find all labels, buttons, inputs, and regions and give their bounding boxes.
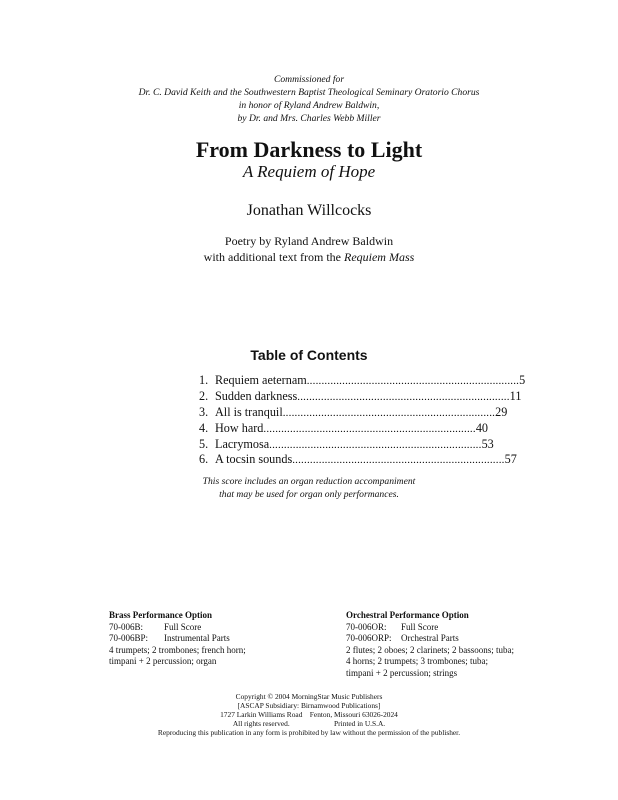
toc-number: 6. [199, 452, 209, 467]
orchestral-option-heading: Orchestral Performance Option [346, 610, 469, 620]
address-city: Fenton, Missouri 63026-2024 [309, 710, 398, 719]
catalog-desc: Full Score [401, 621, 439, 632]
toc-item [199, 404, 508, 421]
copyright-block [0, 692, 618, 737]
toc-page: 5 [519, 373, 526, 387]
toc-title: Sudden darkness [215, 388, 298, 403]
toc-leader: ........................................................................ [282, 406, 496, 419]
address-street: 1727 Larkin Williams Road [220, 710, 303, 719]
instrumentation-line: timpani + 2 percussion; strings [346, 667, 458, 678]
catalog-desc: Orchestral Parts [401, 633, 459, 644]
note-line: that may be used for organ only performances. [219, 488, 399, 500]
toc-item [199, 452, 517, 468]
catalog-code: 70-006BP: [109, 633, 149, 644]
copyright-line: [ASCAP Subsidiary: Birnamwood Publications] [237, 701, 381, 710]
toc-number: 3. [199, 404, 209, 419]
publisher-address [0, 710, 618, 719]
requiem-mass-text: Requiem Mass [343, 250, 415, 264]
copyright-line: Reproducing this publication in any form is prohibited by law without the permission of the publisher. [157, 728, 461, 737]
brass-option-heading: Brass Performance Option [109, 610, 212, 620]
toc-title: A tocsin sounds [215, 452, 293, 467]
brass-row [109, 622, 309, 634]
toc-title: Requiem aeternam [215, 373, 307, 387]
poetry-credit [0, 233, 618, 265]
toc-leader: ........................................................................ [263, 422, 476, 435]
organ-note [0, 476, 618, 501]
note-line: This score includes an organ reduction accompaniment [202, 476, 416, 487]
toc-number: 4. [199, 420, 209, 435]
copyright-line: Copyright © 2004 MorningStar Music Publishers [235, 692, 383, 701]
instrumentation-line: 4 horns; 2 trumpets; 3 trombones; tuba; [346, 656, 488, 667]
toc-page: 29 [495, 404, 508, 419]
catalog-code: 70-006B: [109, 621, 144, 632]
rights-line [0, 719, 618, 728]
commission-line: Commissioned for [273, 74, 345, 85]
instrumentation-line: timpani + 2 percussion; organ [109, 656, 217, 667]
table-of-contents [199, 373, 526, 468]
rights-reserved: All rights reserved. [232, 719, 290, 728]
commission-line: by Dr. and Mrs. Charles Webb Miller [237, 113, 381, 124]
toc-page: 11 [509, 388, 522, 403]
commission-line: Dr. C. David Keith and the Southwestern Baptist Theological Seminary Oratorio Chorus [138, 87, 480, 98]
page-title: From Darkness to Light [195, 137, 423, 162]
catalog-code: 70-006OR: [346, 621, 387, 632]
toc-item [199, 420, 488, 437]
toc-page: 40 [475, 420, 488, 435]
toc-title: Lacrymosa [215, 436, 270, 451]
toc-number: 5. [199, 436, 209, 451]
orchestral-option [346, 610, 556, 680]
toc-leader: ........................................................................ [306, 375, 520, 387]
poetry-line-2 [0, 249, 618, 265]
toc-item [199, 373, 526, 389]
toc-item [199, 436, 494, 453]
poetry-line-2-text: with additional text from the [203, 250, 341, 264]
orchestral-row [346, 633, 556, 645]
toc-leader: ........................................................................ [269, 438, 482, 451]
toc-page: 53 [481, 436, 494, 451]
toc-leader: ........................................................................ [292, 454, 505, 467]
toc-number: 1. [199, 373, 209, 387]
catalog-code: 70-006ORP: [346, 633, 392, 644]
toc-number: 2. [199, 388, 209, 403]
toc-leader: ........................................................................ [297, 390, 510, 403]
catalog-desc: Full Score [164, 621, 202, 632]
poetry-line-1: Poetry by Ryland Andrew Baldwin [224, 234, 394, 248]
brass-option [109, 610, 309, 668]
page-subtitle: A Requiem of Hope [242, 162, 376, 181]
instrumentation-line: 2 flutes; 2 oboes; 2 clarinets; 2 bassoons; tuba; [346, 644, 514, 655]
commission-line: in honor of Ryland Andrew Baldwin, [238, 100, 380, 111]
instrumentation-line: 4 trumpets; 2 trombones; french horn; [109, 644, 246, 655]
brass-row [109, 633, 309, 645]
printed-in: Printed in U.S.A. [334, 719, 386, 728]
catalog-desc: Instrumental Parts [164, 633, 230, 644]
toc-heading: Table of Contents [250, 347, 368, 363]
toc-page: 57 [504, 452, 517, 467]
composer-name: Jonathan Willcocks [246, 202, 372, 219]
commission-block [0, 73, 618, 125]
toc-title: All is tranquil [215, 404, 283, 419]
toc-title: How hard [215, 420, 264, 435]
orchestral-row [346, 622, 556, 634]
toc-item [199, 388, 522, 405]
